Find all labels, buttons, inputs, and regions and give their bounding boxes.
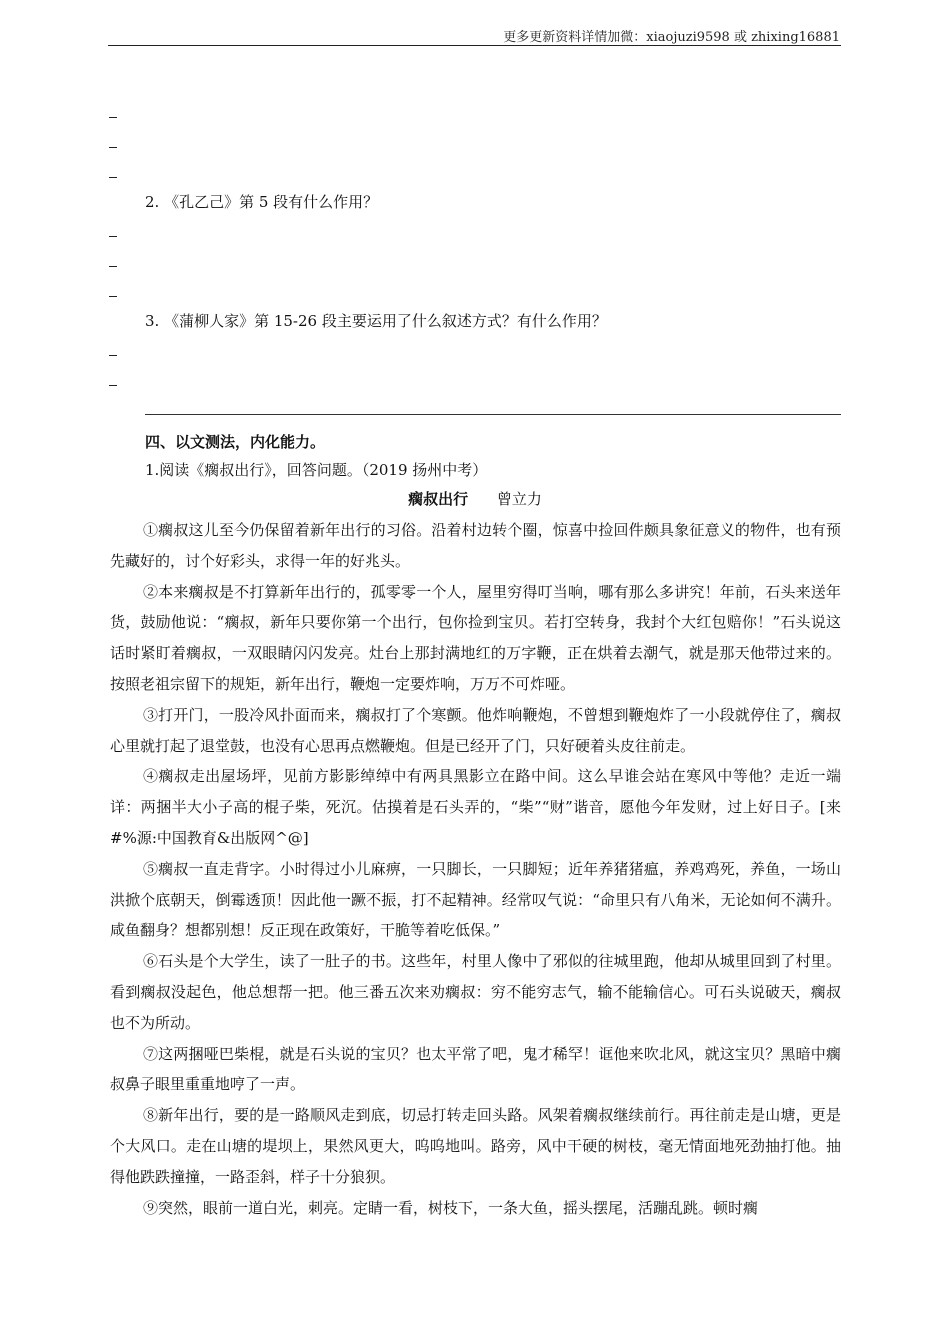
section-divider (145, 414, 841, 415)
question-3: 3. 《蒲柳人家》第 15-26 段主要运用了什么叙述方式？有什么作用？ (145, 312, 607, 330)
article-author: 曾立力 (496, 490, 542, 508)
reading-instruction: 1.阅读《瘸叔出行》，回答问题。（2019 扬州中考） (145, 461, 488, 479)
paragraph: ⑥石头是个大学生，读了一肚子的书。这些年，村里人像中了邪似的往城里跑，他却从城里回到了村里。看到瘸叔没起色，他总想帮一把。他三番五次来劝瘸叔：穷不能穷志气，输不能输信心。可石头说破天，瘸叔也不为所动。 (110, 952, 841, 1032)
page-header-text: 更多更新资料详情加微：xiaojuzi9598 或 zhixing16881 (503, 30, 840, 45)
answer-line (109, 266, 117, 267)
article-title: 瘸叔出行 (408, 490, 469, 508)
paragraph: ⑧新年出行，要的是一路顺风走到底，切忌打转走回头路。风架着瘸叔继续前行。再往前走是山塘，更是个大风口。走在山塘的堤坝上，果然风更大，呜呜地叫。路旁，风中干硬的树枝，毫无情面地死劲抽打他。抽得他跌跌撞撞，一路歪斜，样子十分狼狈。 (110, 1106, 841, 1186)
answer-line (109, 296, 117, 297)
article-body (110, 515, 841, 1223)
paragraph: ⑤瘸叔一直走背字。小时得过小儿麻痹，一只脚长，一只脚短；近年养猪猪瘟，养鸡鸡死，养鱼，一场山洪掀个底朝天，倒霉透顶！因此他一蹶不振，打不起精神。经常叹气说：“命里只有八角米，无论如何不满升。咸鱼翻身？想都别想！反正现在政策好，干脆等着吃低保。” (110, 859, 841, 940)
section-title: 四、以文测法，内化能力。 (145, 433, 326, 451)
paragraph: ①瘸叔这儿至今仍保留着新年出行的习俗。沿着村边转个圈，惊喜中捡回件颇具象征意义的物件，也有预先藏好的，讨个好彩头，求得一年的好兆头。 (110, 521, 841, 570)
question-2: 2. 《孔乙己》第 5 段有什么作用？ (145, 193, 379, 211)
answer-line (109, 355, 117, 356)
answer-line (109, 385, 117, 386)
answer-line (109, 117, 117, 118)
answer-line (109, 236, 117, 237)
paragraph: ⑦这两捆哑巴柴棍，就是石头说的宝贝？也太平常了吧，鬼才稀罕！诓他来吹北风，就这宝贝？黑暗中瘸叔鼻子眼里重重地哼了一声。 (110, 1044, 841, 1094)
answer-line (109, 147, 117, 148)
paragraph: ④瘸叔走出屋场坪，见前方影影绰绰中有两具黑影立在路中间。这么早谁会站在寒风中等他？走近一端详：两捆半大小子高的棍子柴，死沉。估摸着是石头弄的，“柴”“财”谐音，愿他今年发财，过上好日子。[来#%源:中国教育&出版网^@] (110, 767, 841, 847)
article-heading (0, 488, 950, 509)
paragraph: ③打开门，一股冷风扑面而来，瘸叔打了个寒颤。他炸响鞭炮，不曾想到鞭炮炸了一小段就停住了，瘸叔心里就打起了退堂鼓，也没有心思再点燃鞭炮。但是已经开了门，只好硬着头皮往前走。 (110, 705, 841, 755)
paragraph: ②本来瘸叔是不打算新年出行的，孤零零一个人，屋里穷得叮当响，哪有那么多讲究！年前，石头来送年货，鼓励他说：“瘸叔，新年只要你第一个出行，包你捡到宝贝。若打空转身，我封个大红包赔你！”石头说这话时紧盯着瘸叔，一双眼睛闪闪发亮。灶台上那封满地红的万字鞭，正在烘着去潮气，就是那天他带过来的。按照老祖宗留下的规矩，新年出行，鞭炮一定要炸响，万万不可炸哑。 (110, 582, 841, 693)
header-divider (108, 45, 841, 46)
paragraph: ⑨突然，眼前一道白光，刺亮。定睛一看，树枝下，一条大鱼，摇头摆尾，活蹦乱跳。顿时瘸 (143, 1198, 759, 1217)
answer-line (109, 177, 117, 178)
